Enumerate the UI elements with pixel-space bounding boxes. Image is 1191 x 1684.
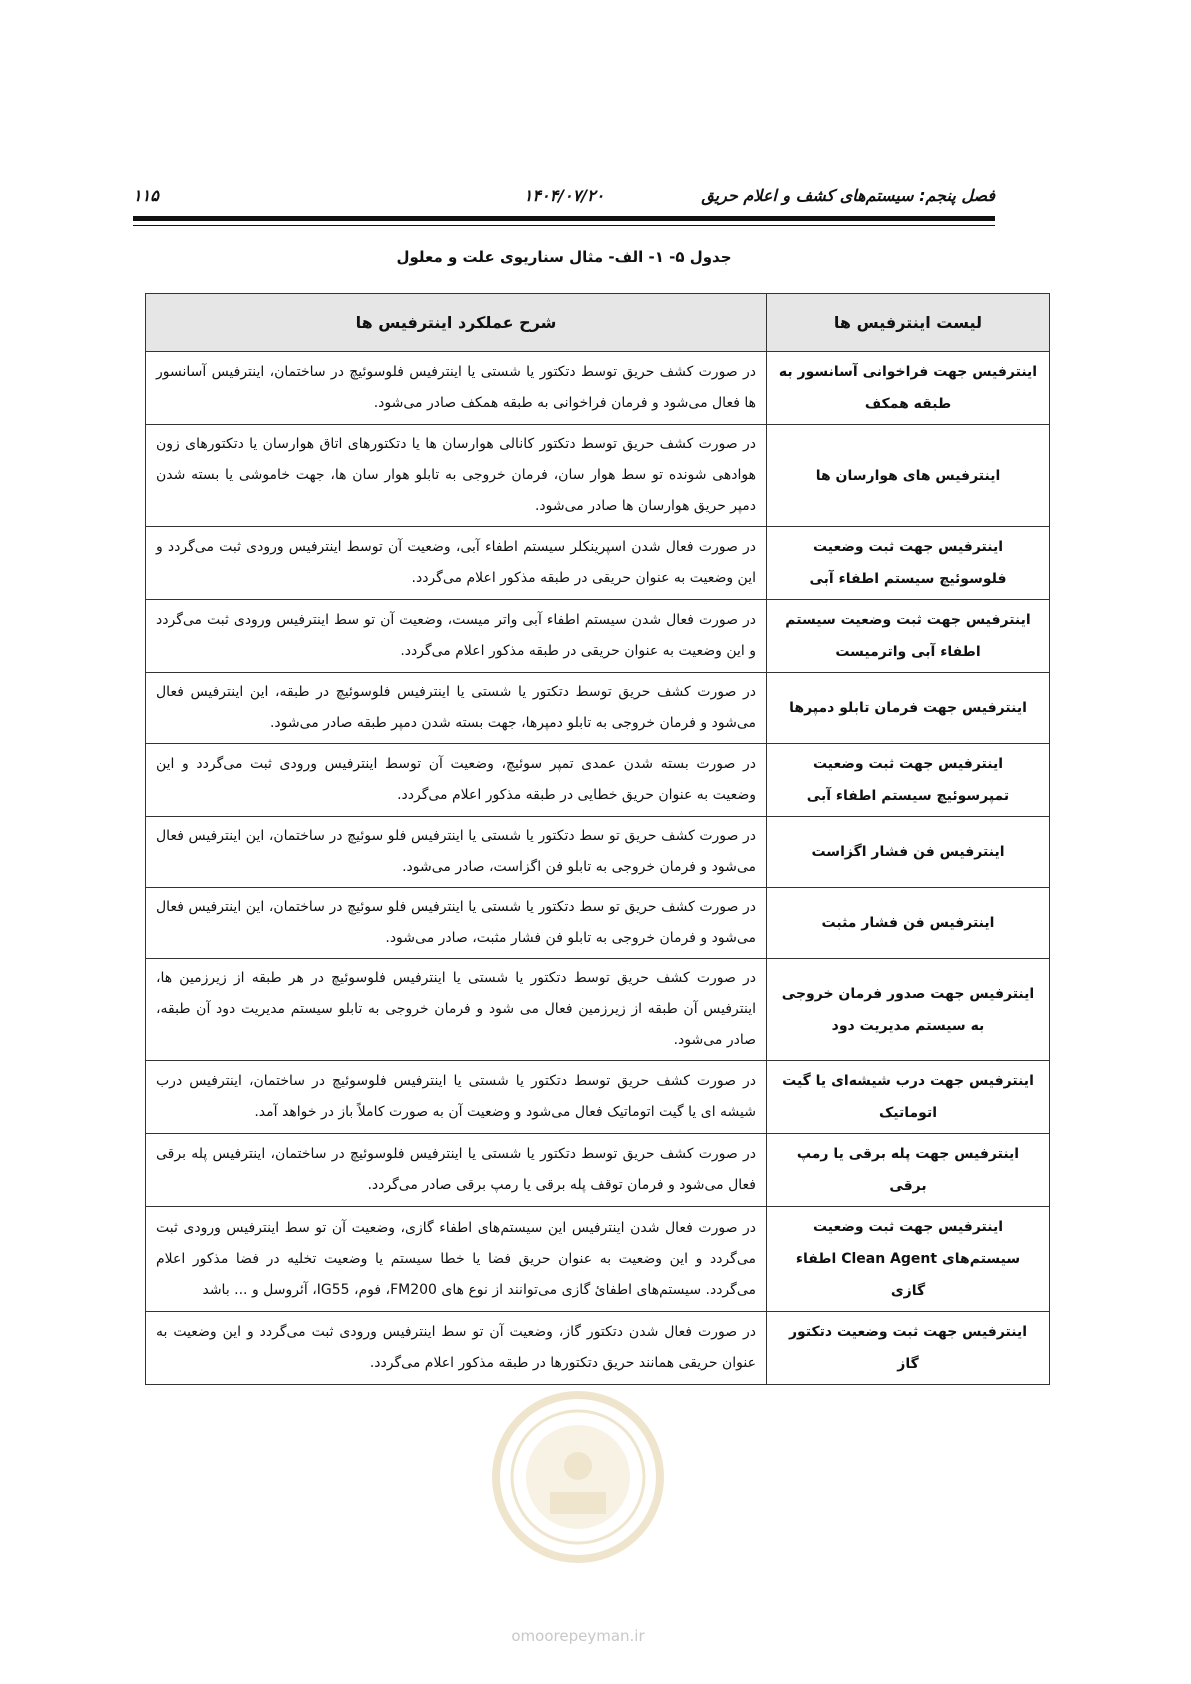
header-rule-thick [133,216,995,221]
interface-description: در صورت فعال شدن اسپرینکلر سیستم اطفاء آبی، وضعیت آن توسط اینترفیس ورودی ثبت می‌گردد و این وضعیت به عنوان حریقی در طبقه مذکور اعلام می‌گردد. [146,527,767,600]
interface-description: در صورت کشف حریق توسط دتکتور یا شستی یا اینترفیس فلوسوئیچ در هر طبقه از زیرزمین ها، اینترفیس آن طبقه از زیرزمین فعال می شود و فرمان خروجی به تابلو سیستم مدیریت دود آن طبقه، صادر می‌شود. [146,959,767,1061]
interface-name: اینترفیس جهت ثبت وضعیت سیستم‌های Clean Agent اطفاء گازی [767,1207,1050,1312]
table-row [146,1134,1050,1207]
interface-name: اینترفیس فن فشار مثبت [767,888,1050,959]
interface-description: در صورت کشف حریق توسط دتکتور کانالی هوارسان ها یا دتکتورهای اتاق هوارسان یا دتکتورهای زون هوادهی شونده تو سط هوار سان، فرمان خروجی به تابلو هوار سان ها، جهت خاموشی یا بسته شدن دمپر حریق هوارسان ها صادر می‌شود. [146,425,767,527]
table-row [146,888,1050,959]
page-number: ۱۱۵ [133,186,159,205]
interface-name: اینترفیس جهت پله برقی یا رمپ برقی [767,1134,1050,1207]
header-date: ۱۴۰۴/۰۷/۲۰ [523,186,605,205]
website-watermark: omoorepeyman.ir [511,1627,645,1645]
interface-description: در صورت کشف حریق تو سط دتکتور یا شستی یا اینترفیس فلو سوئیچ در ساختمان، این اینترفیس فعال می‌شود و فرمان خروجی به تابلو فن اگزاست، صادر می‌شود. [146,817,767,888]
table-row [146,527,1050,600]
interface-description: در صورت کشف حریق تو سط دتکتور یا شستی یا اینترفیس فلو سوئیچ در ساختمان، این اینترفیس فعال می‌شود و فرمان خروجی به تابلو فن فشار مثبت، صادر می‌شود. [146,888,767,959]
interface-name: اینترفیس جهت فراخوانی آسانسور به طبقه همکف [767,352,1050,425]
interface-name: اینترفیس جهت صدور فرمان خروجی به سیستم مدیریت دود [767,959,1050,1061]
interface-name: اینترفیس های هوارسان ها [767,425,1050,527]
header-interface-list: لیست اینترفیس ها [767,294,1050,352]
table-row [146,425,1050,527]
interface-table [145,293,1050,1385]
table-row [146,1312,1050,1385]
page-header [133,186,995,212]
header-rule-thin [133,225,995,226]
table-row [146,1207,1050,1312]
table-row [146,744,1050,817]
table-caption: جدول ۵- ۱- الف- مثال سناریوی علت و معلول [396,248,732,266]
interface-description: در صورت فعال شدن اینترفیس این سیستم‌های اطفاء گازی، وضعیت آن تو سط اینترفیس ورودی ثبت می‌گردد و این وضعیت به عنوان حریق فضا یا خطا سیستم یا وضعیت تخلیه در فضا مذکور اعلام می‌گردد. سیستم‌های اطفائ گازی می‌توانند از نوع های FM200، فوم، IG55، آئروسل و ... باشد [146,1207,767,1312]
interface-name: اینترفیس جهت ثبت وضعیت دتکتور گاز [767,1312,1050,1385]
interface-name: اینترفیس جهت ثبت وضعیت سیستم اطفاء آبی واترمیست [767,600,1050,673]
interface-name: اینترفیس فن فشار اگزاست [767,817,1050,888]
table-row [146,959,1050,1061]
interface-description: در صورت کشف حریق توسط دتکتور یا شستی یا اینترفیس فلوسوئیچ در ساختمان، اینترفیس درب شیشه ای یا گیت اتوماتیک فعال می‌شود و وضعیت آن به صورت کاملاً باز در خواهد آمد. [146,1061,767,1134]
watermark-seal-icon [488,1382,668,1572]
chapter-title: فصل پنجم: سیستم‌های کشف و اعلام حریق [701,186,995,205]
interface-name: اینترفیس جهت ثبت وضعیت فلوسوئیچ سیستم اطفاء آبی [767,527,1050,600]
interface-description: در صورت کشف حریق توسط دتکتور یا شستی یا اینترفیس فلوسوئیچ در ساختمان، اینترفیس پله برقی فعال می‌شود و فرمان توقف پله برقی یا رمپ برقی صادر می‌گردد. [146,1134,767,1207]
table-row [146,817,1050,888]
interface-name: اینترفیس جهت فرمان تابلو دمپرها [767,673,1050,744]
interface-name: اینترفیس جهت درب شیشه‌ای یا گیت اتوماتیک [767,1061,1050,1134]
table-row [146,673,1050,744]
interface-description: در صورت کشف حریق توسط دتکتور یا شستی یا اینترفیس فلوسوئیچ در طبقه، این اینترفیس فعال می‌شود و فرمان خروجی به تابلو دمپرها، جهت بسته شدن دمپر طبقه صادر می‌شود. [146,673,767,744]
interface-name: اینترفیس جهت ثبت وضعیت تمپرسوئیچ سیستم اطفاء آبی [767,744,1050,817]
interface-description: در صورت فعال شدن سیستم اطفاء آبی واتر میست، وضعیت آن تو سط اینترفیس ورودی ثبت می‌گردد و این وضعیت به عنوان حریقی در طبقه مذکور اعلام می‌گردد. [146,600,767,673]
interface-description: در صورت کشف حریق توسط دتکتور یا شستی یا اینترفیس فلوسوئیچ در ساختمان، اینترفیس آسانسور ها فعال می‌شود و فرمان فراخوانی به طبقه همکف صادر می‌شود. [146,352,767,425]
table-header-row [146,294,1050,352]
table-row [146,600,1050,673]
interface-description: در صورت فعال شدن دتکتور گاز، وضعیت آن تو سط اینترفیس ورودی ثبت می‌گردد و این وضعیت به عنوان حریقی همانند حریق دتکتورها در طبقه مذکور اعلام می‌گردد. [146,1312,767,1385]
interface-description: در صورت بسته شدن عمدی تمپر سوئیچ، وضعیت آن توسط اینترفیس ورودی ثبت می‌گردد و این وضعیت به عنوان حریق خطایی در طبقه مذکور اعلام می‌گردد. [146,744,767,817]
table-row [146,352,1050,425]
table-body [146,352,1050,1385]
table-row [146,1061,1050,1134]
header-interface-description: شرح عملکرد اینترفیس ها [146,294,767,352]
